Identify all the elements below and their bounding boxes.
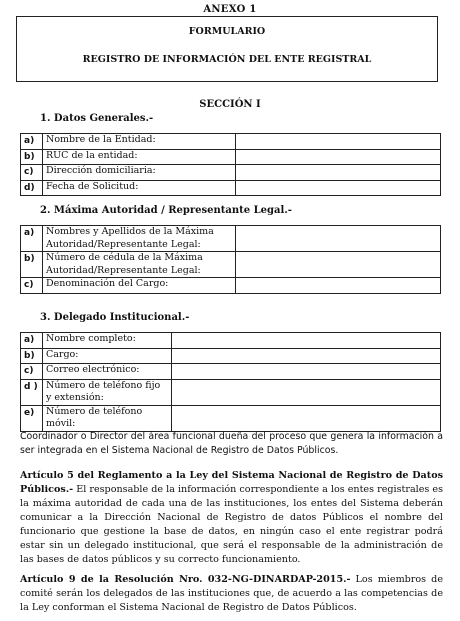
table-row [21,405,441,431]
article9-text: Los miembros de comité serán los delegados de las instituciones que, de acuerdo a las competencias de la Ley conforman el Sistema Nacional de Registro de Datos Públicos. [20,574,444,613]
table-row [21,149,441,165]
authority-table [20,225,441,294]
table-row [21,348,441,364]
row-label: Número de cédula de la Máxima Autoridad/Representante Legal: [43,252,236,278]
annex-title: ANEXO 1 [203,4,257,15]
table-row [21,278,441,294]
row-label: Nombre completo: [43,333,172,349]
row-label: Fecha de Solicitud: [43,180,236,196]
row-letter: d ) [21,379,43,405]
row-letter: e) [21,405,43,431]
article5-heading: Artículo 5 del Reglamento a la Ley del Sistema Nacional de Registro de Datos Públicos.- [20,470,443,495]
row-letter: b) [21,252,43,278]
value-field[interactable] [172,364,441,380]
section3-title: 3. Delegado Institucional.- [40,312,190,323]
row-label: RUC de la entidad: [43,149,236,165]
row-label: Denominación del Cargo: [43,278,236,294]
delegate-table [20,332,441,432]
section1-title: 1. Datos Generales.- [40,113,154,124]
value-field[interactable] [236,252,441,278]
table-row [21,252,441,278]
row-label: Número de teléfono fijo y extensión: [43,379,172,405]
row-label: Nombre de la Entidad: [43,134,236,150]
row-label: Dirección domiciliaria: [43,165,236,181]
value-field[interactable] [172,405,441,431]
value-field[interactable] [236,134,441,150]
table-row [21,364,441,380]
row-label: Nombres y Apellidos de la Máxima Autoridad/Representante Legal: [43,226,236,252]
table-row [21,180,441,196]
article9-heading: Artículo 9 de la Resolución Nro. 032-NG-DINARDAP-2015.- [20,574,351,585]
coordinator-paragraph: Coordinador o Director del área funcional dueña del proceso que genera la información a ser integrada en el Sistema Nacional de Registro de Datos Públicos. [20,431,443,456]
row-letter: a) [21,226,43,252]
table-row [21,134,441,150]
row-letter: c) [21,165,43,181]
form-subtitle: REGISTRO DE INFORMACIÓN DEL ENTE REGISTRAL [82,54,372,65]
form-title: FORMULARIO [188,26,266,37]
row-label: Número de teléfono móvil: [43,405,172,431]
row-letter: c) [21,364,43,380]
article5-text: El responsable de la información correspondiente a los entes registrales es la máxima autoridad de cada una de las instituciones, los entes del Sistema deberán comunicar a la Dirección Nacional de Registro de datos Públicos el nombre del funcionario que gestione la base de datos, en ningún caso el ente registrar podrá estar sin un delegado institucional, que será el responsable de la administración de las bases de datos públicos y su correcto funcionamiento. [20,484,443,565]
row-letter: a) [21,134,43,150]
row-label: Cargo: [43,348,172,364]
table-row [21,333,441,349]
table-row [21,165,441,181]
value-field[interactable] [236,226,441,252]
row-letter: c) [21,278,43,294]
table-row [21,379,441,405]
row-label: Correo electrónico: [43,364,172,380]
value-field[interactable] [236,165,441,181]
value-field[interactable] [236,180,441,196]
row-letter: b) [21,149,43,165]
value-field[interactable] [172,333,441,349]
article5-paragraph [20,469,443,567]
value-field[interactable] [236,149,441,165]
section-heading: SECCIÓN I [199,99,261,110]
row-letter: a) [21,333,43,349]
form-title-box [16,16,438,82]
value-field[interactable] [172,379,441,405]
section2-title: 2. Máxima Autoridad / Representante Legal.- [40,205,292,216]
general-data-table [20,133,441,196]
value-field[interactable] [172,348,441,364]
row-letter: d) [21,180,43,196]
row-letter: b) [21,348,43,364]
table-row [21,226,441,252]
value-field[interactable] [236,278,441,294]
article9-paragraph [20,573,443,615]
